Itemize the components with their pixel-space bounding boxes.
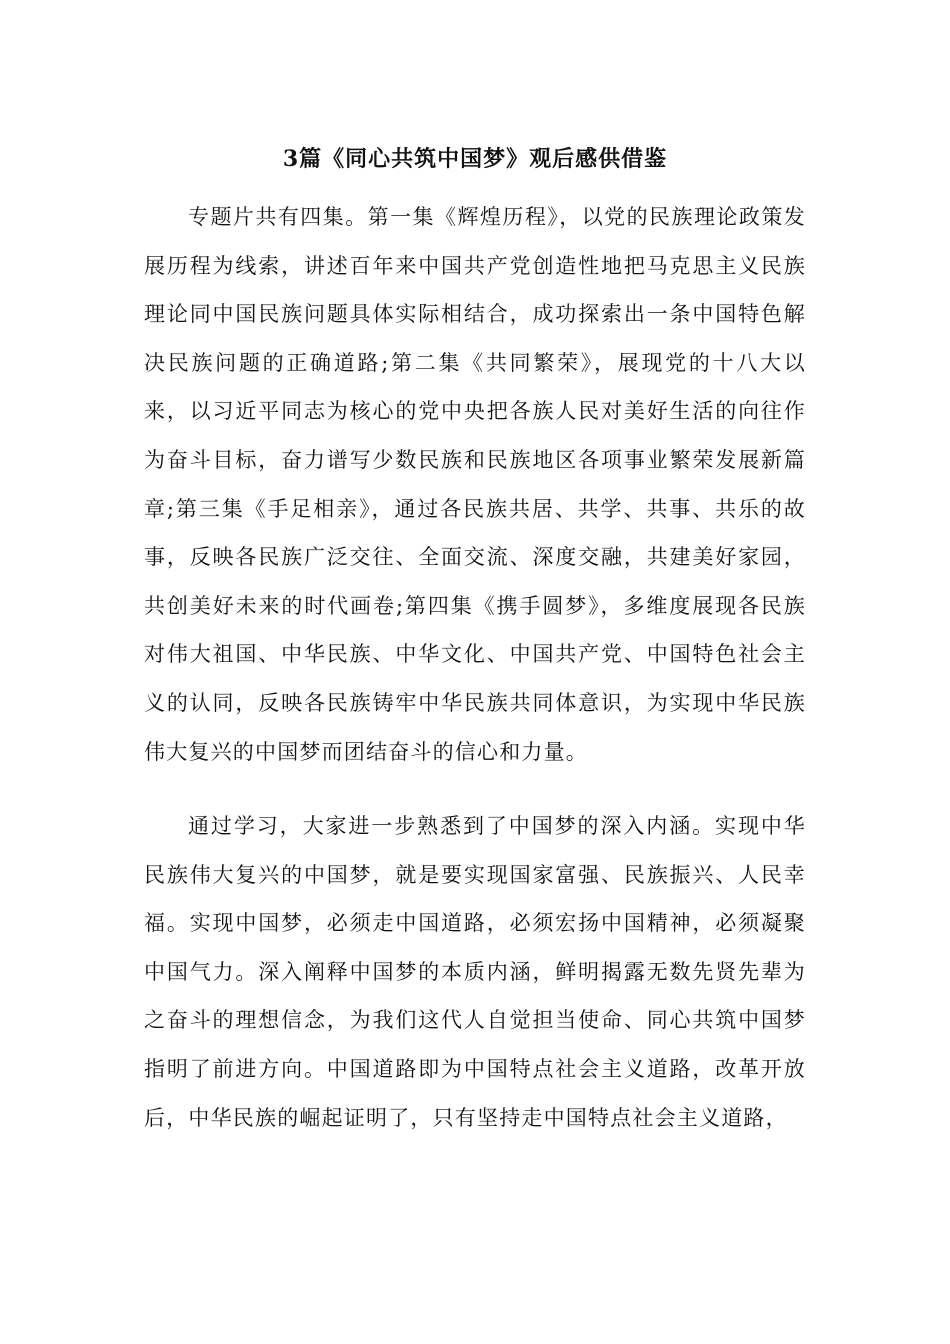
paragraph-1: 专题片共有四集。第一集《辉煌历程》，以党的民族理论政策发展历程为线索，讲述百年来中国共产党创造性地把马克思主义民族理论同中国民族问题具体实际相结合，成功探索出一条中国特色解决民族问题的正确道路;第二集《共同繁荣》，展现党的十八大以来，以习近平同志为核心的党中央把各族人民对美好生活的向往作为奋斗目标，奋力谱写少数民族和民族地区各项事业繁荣发展新篇章;第三集《手足相亲》，通过各民族共居、共学、共事、共乐的故事，反映各民族广泛交往、全面交流、深度交融，共建美好家园，共创美好未来的时代画卷;第四集《携手圆梦》，多维度展现各民族对伟大祖国、中华民族、中华文化、中国共产党、中国特色社会主义的认同，反映各民族铸牢中华民族共同体意识，为实现中华民族伟大复兴的中国梦而团结奋斗的信心和力量。: [144, 205, 806, 764]
document-title: 3篇《同心共筑中国梦》观后感供借鉴: [282, 146, 668, 172]
paragraph-2: 通过学习，大家进一步熟悉到了中国梦的深入内涵。实现中华民族伟大复兴的中国梦，就是要实现国家富强、民族振兴、人民幸福。实现中国梦，必须走中国道路，必须宏扬中国精神，必须凝聚中国气力。深入阐释中国梦的本质内涵，鲜明揭露无数先贤先辈为之奋斗的理想信念，为我们这代人自觉担当使命、同心共筑中国梦指明了前进方向。中国道路即为中国特点社会主义道路，改革开放后，中华民族的崛起证明了，只有坚持走中国特点社会主义道路，: [144, 814, 806, 1130]
